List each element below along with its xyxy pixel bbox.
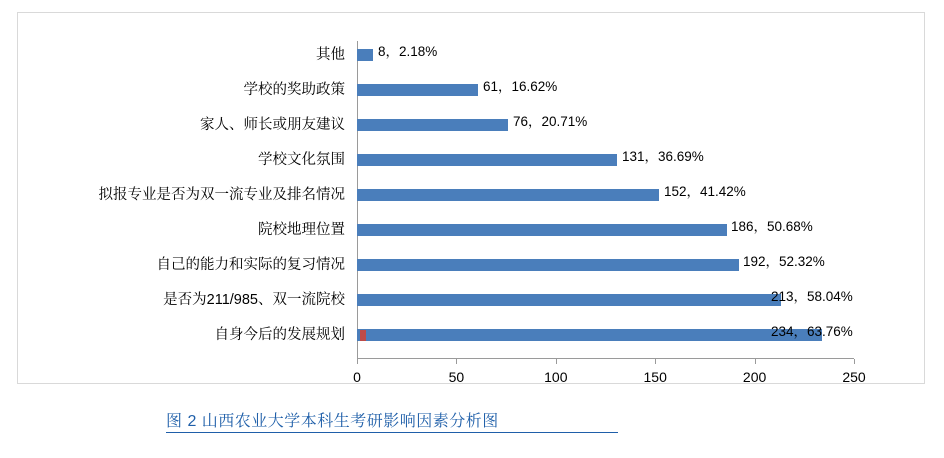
axis-tick-label: 50: [448, 369, 465, 385]
figure-caption: 图 2 山西农业大学本科生考研影响因素分析图: [166, 413, 499, 430]
bar-data-label: 61，16.62%: [483, 79, 558, 94]
axis-tick: [655, 359, 656, 364]
category-label: 自身今后的发展规划: [214, 327, 345, 343]
category-label: 其他: [316, 47, 345, 63]
axis-tick-label: 100: [544, 369, 568, 385]
category-label: 自己的能力和实际的复习情况: [156, 257, 345, 273]
axis-tick-label: 250: [842, 369, 866, 385]
bar-data-label: 186，50.68%: [731, 219, 813, 234]
secondary-bar-segment[interactable]: [360, 330, 366, 341]
bar-segment[interactable]: [357, 49, 373, 61]
axis-tick: [556, 359, 557, 364]
bar-segment[interactable]: [357, 84, 478, 96]
category-label: 学校的奖助政策: [243, 82, 345, 98]
bar-segment[interactable]: [357, 154, 617, 166]
bar-segment[interactable]: [357, 259, 739, 271]
bar-data-label: 8，2.18%: [378, 44, 438, 59]
category-label: 拟报专业是否为双一流专业及排名情况: [98, 187, 345, 203]
axis-tick: [357, 359, 358, 364]
bar-segment[interactable]: [357, 224, 727, 236]
figure-caption-underline: [166, 432, 618, 433]
bar-data-label: 131，36.69%: [622, 149, 704, 164]
bar-data-label: 76，20.71%: [513, 114, 588, 129]
category-label: 院校地理位置: [258, 222, 345, 238]
category-label: 家人、师长或朋友建议: [200, 117, 345, 133]
axis-tick: [854, 359, 855, 364]
bar-data-label: 152，41.42%: [664, 184, 746, 199]
bar-segment[interactable]: [357, 119, 508, 131]
bars-layer: [357, 41, 854, 359]
bar-data-label: 213，58.04%: [771, 289, 853, 304]
bar-data-label: 192，52.32%: [743, 254, 825, 269]
chart-container: [17, 12, 925, 384]
axis-tick: [456, 359, 457, 364]
bar-segment[interactable]: [357, 294, 781, 306]
bar-segment[interactable]: [357, 329, 822, 341]
axis-tick: [755, 359, 756, 364]
axis-tick-label: 200: [742, 369, 767, 385]
bar-data-label: 234，63.76%: [771, 324, 853, 339]
bar-segment[interactable]: [357, 189, 659, 201]
category-label: 是否为211/985、双一流院校: [163, 292, 345, 308]
category-axis-labels: [48, 41, 351, 359]
axis-tick-label: 150: [643, 369, 667, 385]
category-label: 学校文化氛围: [258, 152, 345, 168]
axis-tick-label: 0: [353, 369, 361, 385]
plot-area: [353, 41, 866, 385]
